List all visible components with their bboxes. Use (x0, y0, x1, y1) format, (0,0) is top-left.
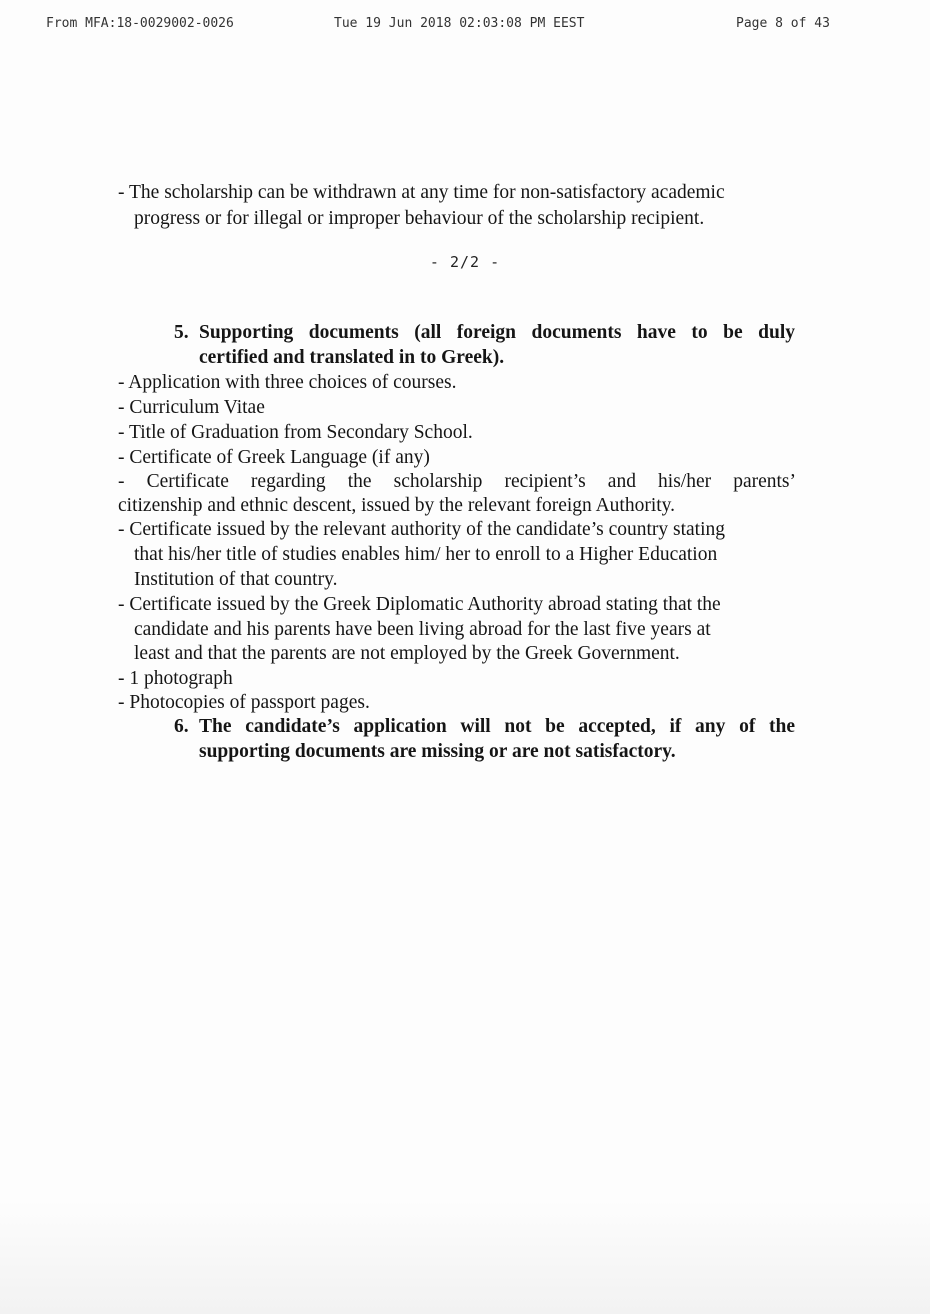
section-5-heading: certified and translated in to Greek). (199, 347, 505, 368)
list-item: - Curriculum Vitae (118, 397, 265, 418)
list-item: least and that the parents are not employed by the Greek Government. (134, 643, 680, 664)
intro-line: - The scholarship can be withdrawn at any time for non-satisfactory academic (118, 182, 725, 203)
scan-shading (0, 1200, 930, 1314)
list-item: citizenship and ethnic descent, issued by the relevant foreign Authority. (118, 495, 676, 516)
list-item: Institution of that country. (134, 569, 338, 590)
fax-header (0, 12, 930, 36)
list-item: - 1 photograph (118, 668, 233, 689)
fax-from: From MFA:18-0029002-0026 (46, 16, 234, 31)
list-item: - Application with three choices of courses. (118, 372, 457, 393)
list-item: - Certificate of Greek Language (if any) (118, 447, 430, 468)
fax-page-number: Page 8 of 43 (736, 16, 830, 31)
list-item: candidate and his parents have been living abroad for the last five years at (134, 619, 711, 640)
list-item: that his/her title of studies enables him/ her to enroll to a Higher Education (134, 544, 718, 565)
list-item: - Photocopies of passport pages. (118, 692, 370, 713)
section-6-text: supporting documents are missing or are not satisfactory. (199, 741, 676, 762)
page-marker: - 2/2 - (429, 253, 501, 271)
section-5-heading: Supporting documents (all foreign documents have to be duly (199, 322, 795, 343)
list-item: - Certificate issued by the Greek Diplomatic Authority abroad stating that the (118, 594, 721, 615)
section-6-number: 6. (174, 716, 189, 737)
intro-line: progress or for illegal or improper behaviour of the scholarship recipient. (134, 208, 705, 229)
fax-date: Tue 19 Jun 2018 02:03:08 PM EEST (334, 16, 585, 31)
section-6-text: The candidate’s application will not be accepted, if any of the (199, 716, 795, 737)
section-5-number: 5. (174, 322, 189, 343)
list-item: - Certificate regarding the scholarship recipient’s and his/her parents’ (118, 471, 796, 492)
list-item: - Certificate issued by the relevant authority of the candidate’s country stating (118, 519, 726, 540)
list-item: - Title of Graduation from Secondary School. (118, 422, 473, 443)
